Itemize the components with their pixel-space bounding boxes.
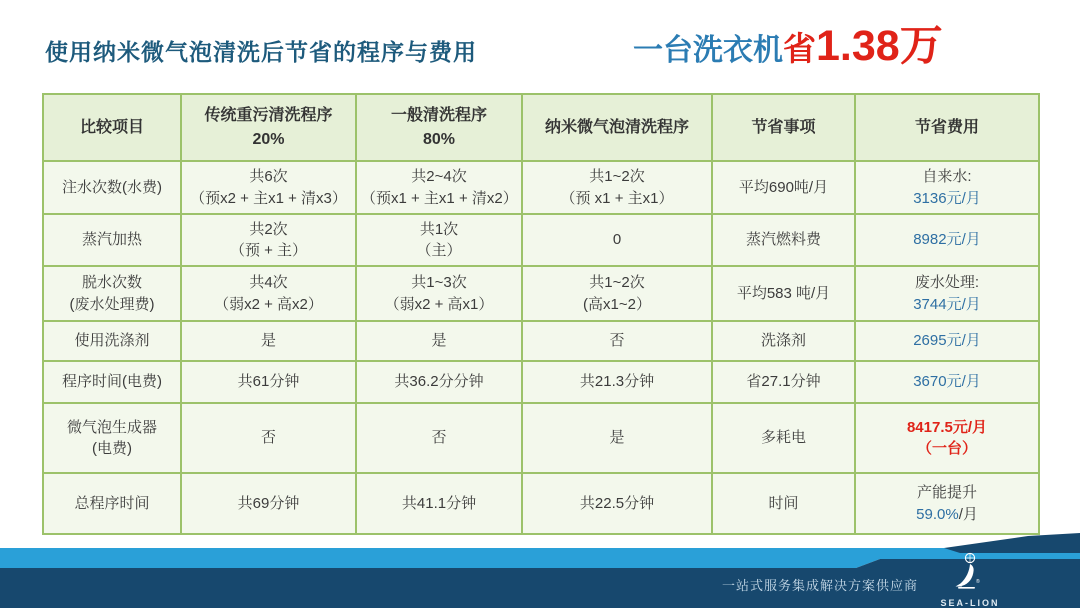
table-cell: 自来水: 3136元/月 bbox=[855, 161, 1039, 214]
headline-unit-label: 一台洗衣机 bbox=[633, 34, 783, 67]
table-cell: 0 bbox=[522, 214, 712, 266]
footer bbox=[0, 528, 1080, 608]
table-cell: 微气泡生成器 (电费) bbox=[43, 403, 181, 473]
table-cell: 3670元/月 bbox=[855, 361, 1039, 403]
table-cell: 共6次 （预x2 + 主x1 + 清x3） bbox=[181, 161, 356, 214]
table-cell: 是 bbox=[181, 321, 356, 361]
column-header: 一般清洗程序 80% bbox=[356, 94, 522, 161]
table-cell: 共41.1分钟 bbox=[356, 473, 522, 534]
column-header: 比较项目 bbox=[43, 94, 181, 161]
column-header: 传统重污清洗程序 20% bbox=[181, 94, 356, 161]
comparison-table bbox=[42, 93, 1040, 535]
table-cell: 共21.3分钟 bbox=[522, 361, 712, 403]
table-row bbox=[43, 266, 1039, 321]
table-cell: 共22.5分钟 bbox=[522, 473, 712, 534]
table-cell: 共1~2次 (高x1~2） bbox=[522, 266, 712, 321]
table-cell: 省27.1分钟 bbox=[712, 361, 855, 403]
table-cell: 共2次 （预 + 主） bbox=[181, 214, 356, 266]
table-cell: 共2~4次 （预x1 + 主x1 + 清x2） bbox=[356, 161, 522, 214]
table-cell: 平均690吨/月 bbox=[712, 161, 855, 214]
table-cell: 总程序时间 bbox=[43, 473, 181, 534]
table-row bbox=[43, 473, 1039, 534]
column-header: 节省事项 bbox=[712, 94, 855, 161]
table-cell: 多耗电 bbox=[712, 403, 855, 473]
brand-name: SEA-LION bbox=[940, 598, 1000, 608]
table-cell: 8982元/月 bbox=[855, 214, 1039, 266]
table-cell: 共1次 （主） bbox=[356, 214, 522, 266]
table-cell: 蒸汽加热 bbox=[43, 214, 181, 266]
table-cell: 蒸汽燃料费 bbox=[712, 214, 855, 266]
table-cell: 脱水次数 (废水处理费) bbox=[43, 266, 181, 321]
table-cell: 2695元/月 bbox=[855, 321, 1039, 361]
sealion-icon bbox=[952, 552, 988, 592]
table-cell: 共4次 （弱x2 + 高x2） bbox=[181, 266, 356, 321]
column-header: 纳米微气泡清洗程序 bbox=[522, 94, 712, 161]
table-cell: 共61分钟 bbox=[181, 361, 356, 403]
table-cell: 是 bbox=[356, 321, 522, 361]
page-title: 使用纳米微气泡清洗后节省的程序与费用 bbox=[45, 39, 477, 65]
table-cell: 程序时间(电费) bbox=[43, 361, 181, 403]
table-cell: 废水处理: 3744元/月 bbox=[855, 266, 1039, 321]
sealion-logo bbox=[930, 552, 1010, 608]
table-cell: 共69分钟 bbox=[181, 473, 356, 534]
table-row bbox=[43, 321, 1039, 361]
table-cell: 平均583 吨/月 bbox=[712, 266, 855, 321]
savings-headline bbox=[633, 12, 943, 73]
table-row bbox=[43, 403, 1039, 473]
table-cell: 洗涤剂 bbox=[712, 321, 855, 361]
table-cell: 使用洗涤剂 bbox=[43, 321, 181, 361]
footer-decoration bbox=[0, 528, 1080, 608]
table-cell: 注水次数(水费) bbox=[43, 161, 181, 214]
table-cell: 产能提升 59.0%/月 bbox=[855, 473, 1039, 534]
table-cell: 否 bbox=[356, 403, 522, 473]
headline-save-amount: 1.38万 bbox=[816, 22, 943, 70]
table-cell: 时间 bbox=[712, 473, 855, 534]
column-header: 节省费用 bbox=[855, 94, 1039, 161]
headline-save-prefix: 省 bbox=[783, 30, 816, 67]
table-cell: 否 bbox=[522, 321, 712, 361]
table-row bbox=[43, 161, 1039, 214]
header-row bbox=[43, 94, 1039, 161]
table-cell: 共36.2分分钟 bbox=[356, 361, 522, 403]
table-row bbox=[43, 361, 1039, 403]
table-cell: 8417.5元/月 （一台） bbox=[855, 403, 1039, 473]
table-cell: 否 bbox=[181, 403, 356, 473]
svg-text:®: ® bbox=[976, 579, 980, 585]
table-cell: 共1~3次 （弱x2 + 高x1） bbox=[356, 266, 522, 321]
table-cell: 共1~2次 （预 x1 + 主x1） bbox=[522, 161, 712, 214]
table-row bbox=[43, 214, 1039, 266]
table-cell: 是 bbox=[522, 403, 712, 473]
footer-tagline: 一站式服务集成解决方案供应商 bbox=[721, 578, 918, 593]
